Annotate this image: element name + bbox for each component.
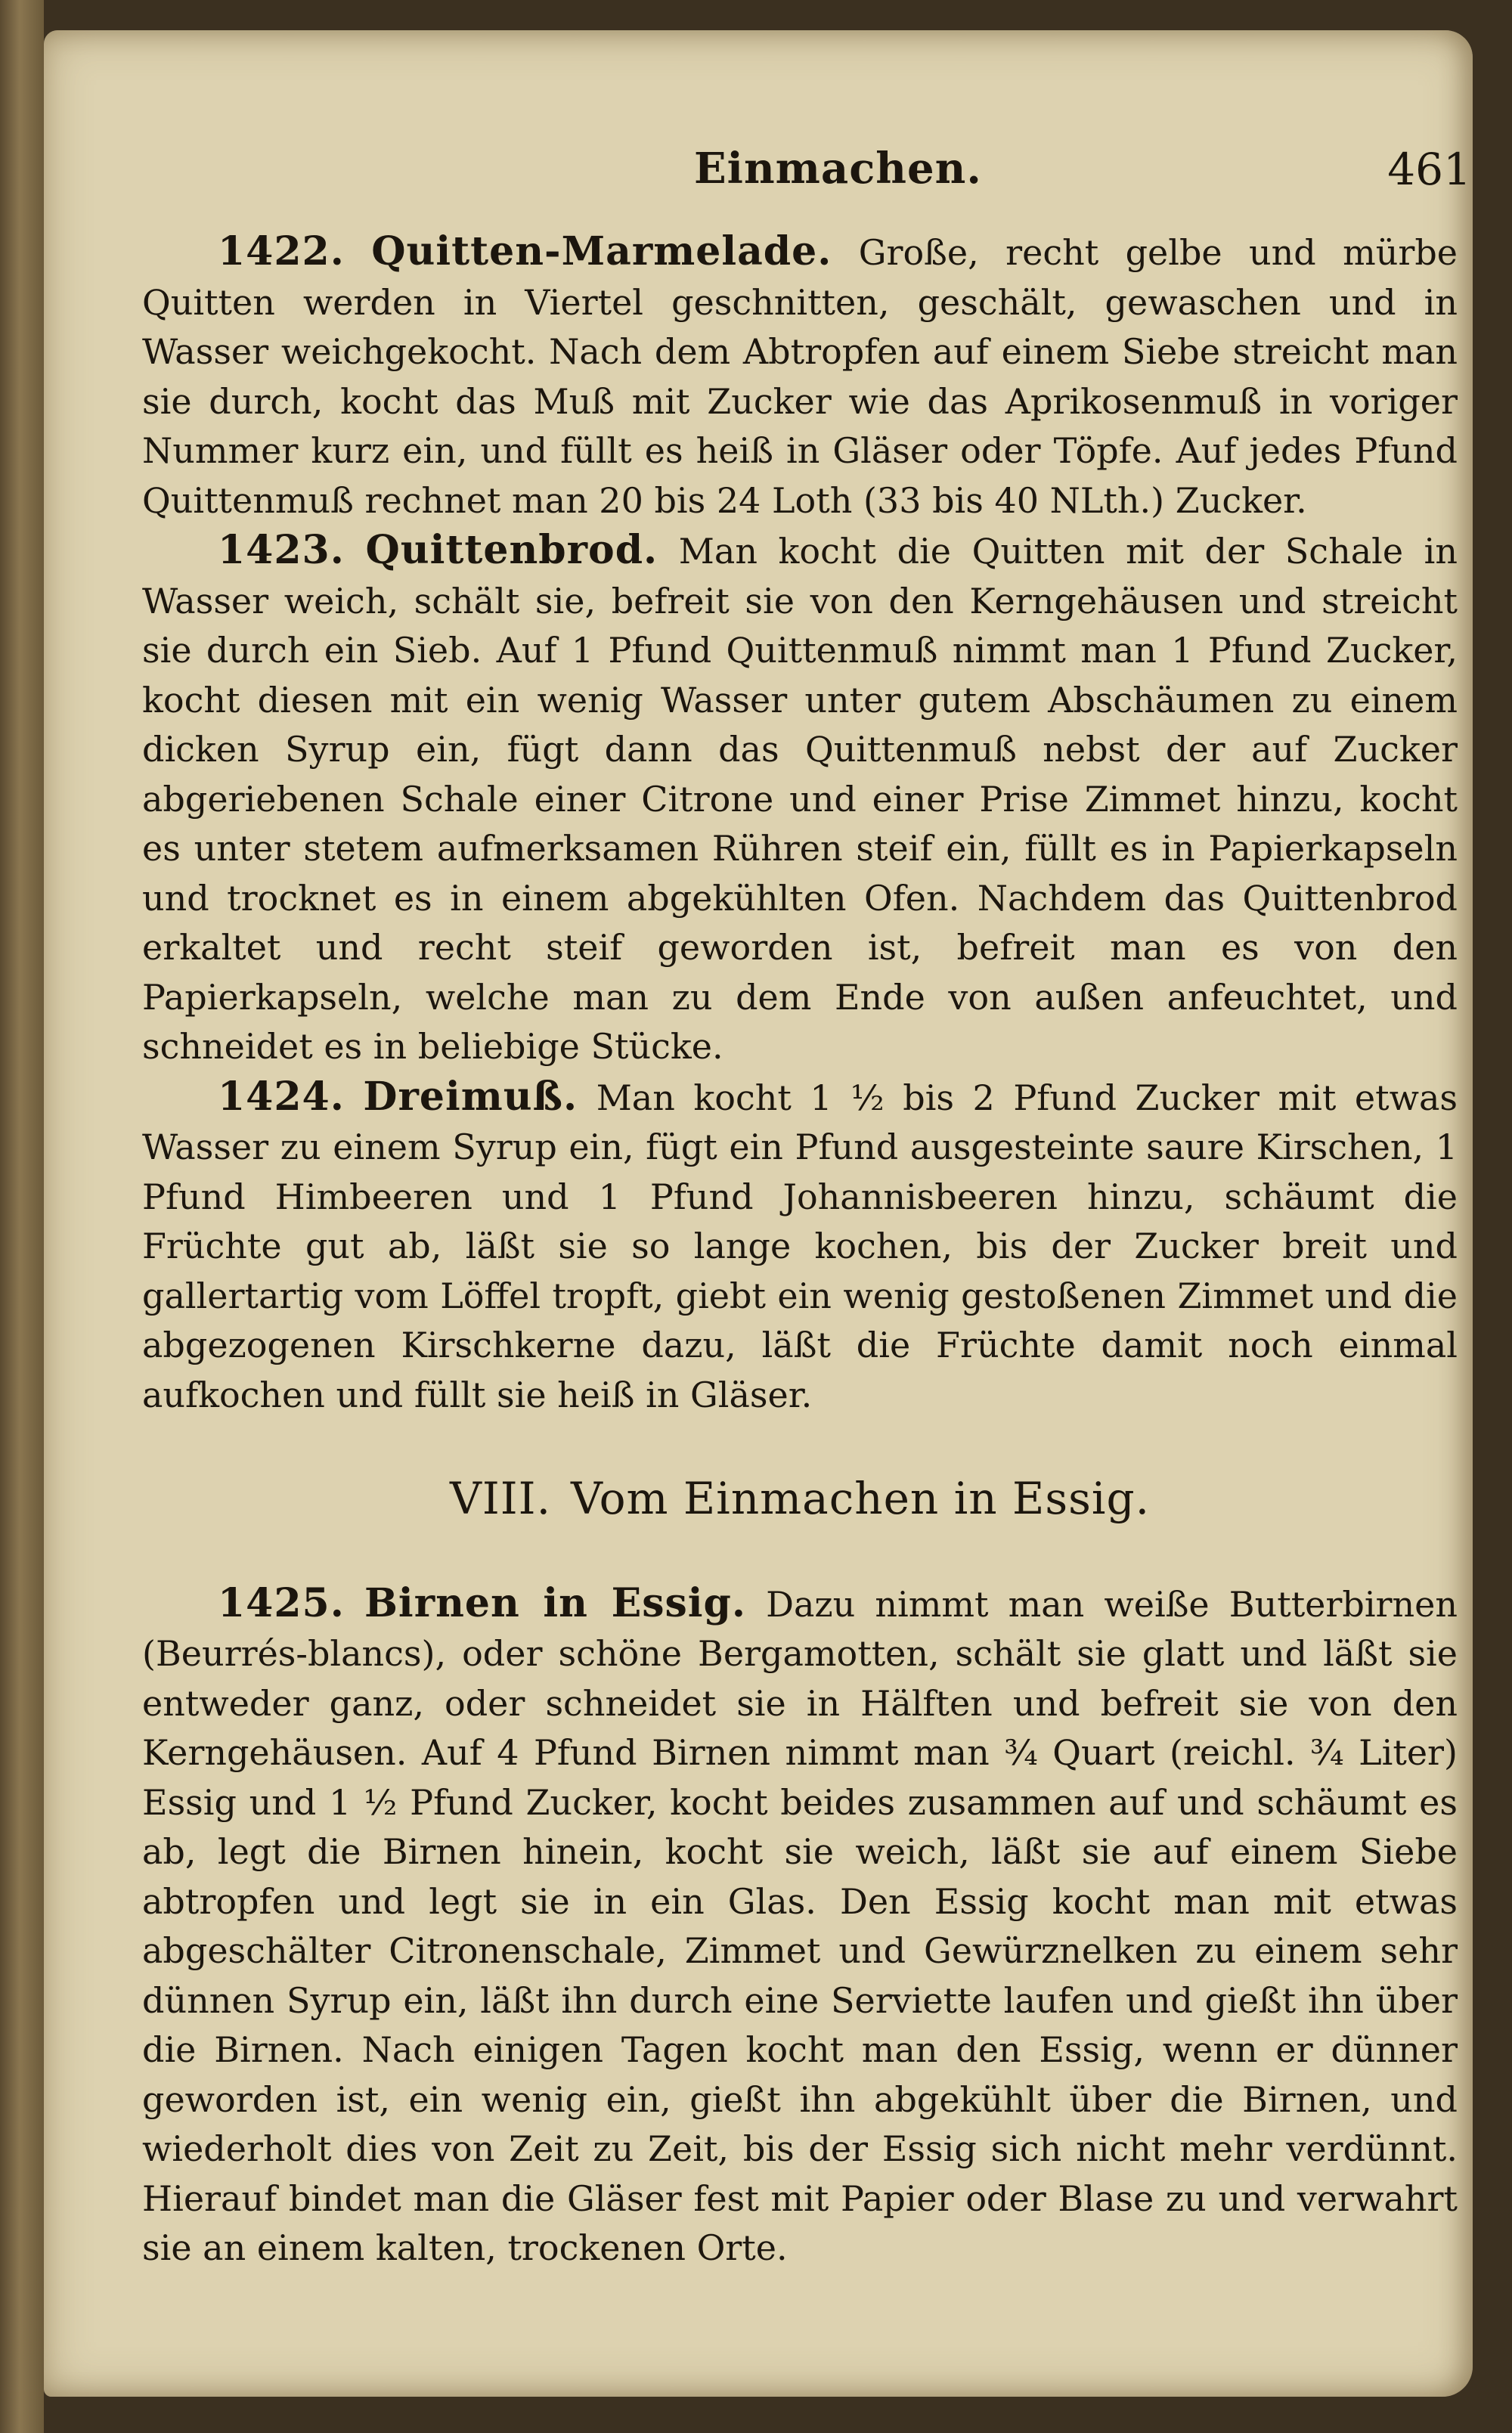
recipe-paragraph-1422 — [142, 227, 1458, 525]
recipe-text: Man kocht die Quitten mit der Schale in Wasser weich, schält sie, befreit sie von den Kerngehäusen und streicht sie durch ein Sieb. Auf 1 Pfund Quittenmuß nimmt man 1 Pfund Zucker, kocht diesen mit ein wenig Wasser unter gutem Abschäumen zu einem dicken Syrup ein, fügt dann das Quittenmuß nebst der auf Zucker abgeriebenen Schale einer Citrone und einer Prise Zimmet hinzu, kocht es unter stetem aufmerksamen Rühren steif ein, füllt es in Papierkapseln und trocknet es in einem abgekühlten Ofen. Nachdem das Quittenbrod erkaltet und recht steif geworden ist, befreit man es von den Papierkapseln, welche man zu dem Ende von außen anfeuchtet, und schneidet es in beliebige Stücke. — [142, 531, 1458, 1067]
recipe-title: Quitten-Marmelade. — [371, 228, 832, 274]
recipe-paragraph-1424 — [142, 1072, 1458, 1421]
recipe-paragraph-1423 — [142, 525, 1458, 1072]
recipe-number: 1422. — [218, 228, 345, 274]
page-number: 461 — [1387, 144, 1471, 195]
section-title: Vom Einmachen in Essig. — [571, 1473, 1151, 1524]
recipe-text: Dazu nimmt man weiße Butterbirnen (Beurrés-blancs), oder schöne Bergamotten, schält sie glatt und läßt sie entweder ganz, oder schneidet sie in Hälften und befreit sie von den Kerngehäusen. Auf 4 Pfund Birnen nimmt man ¾ Quart (reichl. ¾ Liter) Essig und 1 ½ Pfund Zucker, kocht beides zusammen auf und schäumt es ab, legt die Birnen hinein, kocht sie weich, läßt sie auf einem Siebe abtropfen und legt sie in ein Glas. Den Essig kocht man mit etwas abgeschälter Citronenschale, Zimmet und Gewürznelken zu einem sehr dünnen Syrup ein, läßt ihn durch eine Serviette laufen und gießt ihn über die Birnen. Nach einigen Tagen kocht man den Essig, wenn er dünner geworden ist, ein wenig ein, gießt ihn abgekühlt über die Birnen, und wiederholt dies von Zeit zu Zeit, bis der Essig sich nicht mehr verdünnt. Hierauf bindet man die Gläser fest mit Papier oder Blase zu und verwahrt sie an einem kalten, trockenen Orte. — [142, 1583, 1458, 2268]
page-paper — [44, 30, 1473, 2397]
recipe-paragraph-1425 — [142, 1579, 1458, 2273]
page-header — [44, 144, 1473, 197]
recipe-number: 1423. — [218, 527, 345, 573]
recipe-text: Man kocht 1 ½ bis 2 Pfund Zucker mit etwas Wasser zu einem Syrup ein, fügt ein Pfund ausgesteinte saure Kirschen, 1 Pfund Himbeeren und 1 Pfund Johannisbeeren hinzu, schäumt die Früchte gut ab, läßt sie so lange kochen, bis der Zucker breit und gallertartig vom Löffel tropft, giebt ein wenig gestoßenen Zimmet und die abgezogenen Kirschkerne dazu, läßt die Früchte damit noch einmal aufkochen und füllt sie heiß in Gläser. — [142, 1077, 1458, 1415]
recipe-number: 1425. — [218, 1579, 345, 1626]
recipe-title: Birnen in Essig. — [364, 1579, 746, 1626]
section-heading — [142, 1474, 1458, 1524]
recipe-number: 1424. — [218, 1073, 345, 1120]
page-body — [142, 227, 1458, 2273]
running-head: Einmachen. — [694, 144, 982, 194]
recipe-text: Große, recht gelbe und mürbe Quitten werden in Viertel geschnitten, geschält, gewaschen und in Wasser weichgekocht. Nach dem Abtropfen auf einem Siebe streicht man sie durch, kocht das Muß mit Zucker wie das Aprikosenmuß in voriger Nummer kurz ein, und füllt es heiß in Gläser oder Töpfe. Auf jedes Pfund Quittenmuß rechnet man 20 bis 24 Loth (33 bis 40 NLth.) Zucker. — [142, 232, 1458, 521]
book-spine — [0, 0, 44, 2433]
recipe-title: Quittenbrod. — [365, 527, 658, 573]
recipe-title: Dreimuß. — [363, 1073, 578, 1120]
section-numeral: VIII. — [449, 1473, 552, 1524]
